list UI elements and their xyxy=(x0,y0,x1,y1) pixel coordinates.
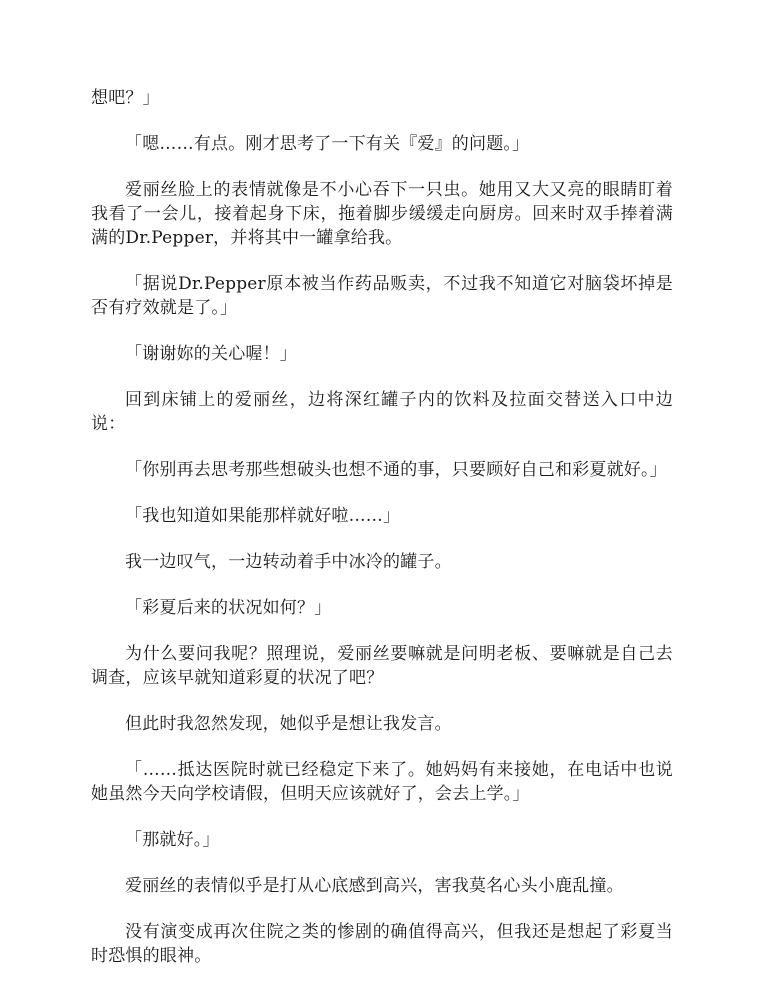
paragraph: 没有演变成再次住院之类的惨剧的确值得高兴，但我还是想起了彩夏当时恐惧的眼神。 xyxy=(91,922,673,966)
paragraph: 我一边叹气，一边转动着手中冰冷的罐子。 xyxy=(125,552,452,572)
paragraph: 想吧？」 xyxy=(91,88,160,108)
paragraph: 回到床铺上的爱丽丝，边将深红罐子内的饮料及拉面交替送入口中边说： xyxy=(91,390,673,434)
paragraph: 但此时我忽然发现，她似乎是想让我发言。 xyxy=(125,714,452,734)
text-column xyxy=(91,86,673,990)
paragraph: 「我也知道如果能那样就好啦……」 xyxy=(125,506,401,526)
paragraph: 爱丽丝脸上的表情就像是不小心吞下一只虫。她用又大又亮的眼睛盯着我看了一会儿，接着起身下床，拖着脚步缓缓走向厨房。回来时双手捧着满满的Dr.Pepper，并将其中一罐拿给我。 xyxy=(91,180,673,248)
paragraph: 「彩夏后来的状况如何？」 xyxy=(125,598,332,618)
paragraph: 「你别再去思考那些想破头也想不通的事，只要顾好自己和彩夏就好。」 xyxy=(125,460,667,480)
paragraph: 「嗯……有点。刚才思考了一下有关『爱』的问题。」 xyxy=(125,134,530,154)
paragraph: 「那就好。」 xyxy=(125,830,220,850)
paragraph: 「……抵达医院时就已经稳定下来了。她妈妈有来接她，在电话中也说她虽然今天向学校请假，但明天应该就好了，会去上学。」 xyxy=(91,760,673,804)
paragraph: 为什么要问我呢？照理说，爱丽丝要嘛就是问明老板、要嘛就是自己去调查，应该早就知道彩夏的状况了吧？ xyxy=(91,644,673,688)
paragraph: 「谢谢妳的关心喔！」 xyxy=(125,344,297,364)
paragraph: 「据说Dr.Pepper原本被当作药品贩卖，不过我不知道它对脑袋坏掉是否有疗效就是了。」 xyxy=(91,274,673,318)
paragraph: 爱丽丝的表情似乎是打从心底感到高兴，害我莫名心头小鹿乱撞。 xyxy=(125,876,624,896)
